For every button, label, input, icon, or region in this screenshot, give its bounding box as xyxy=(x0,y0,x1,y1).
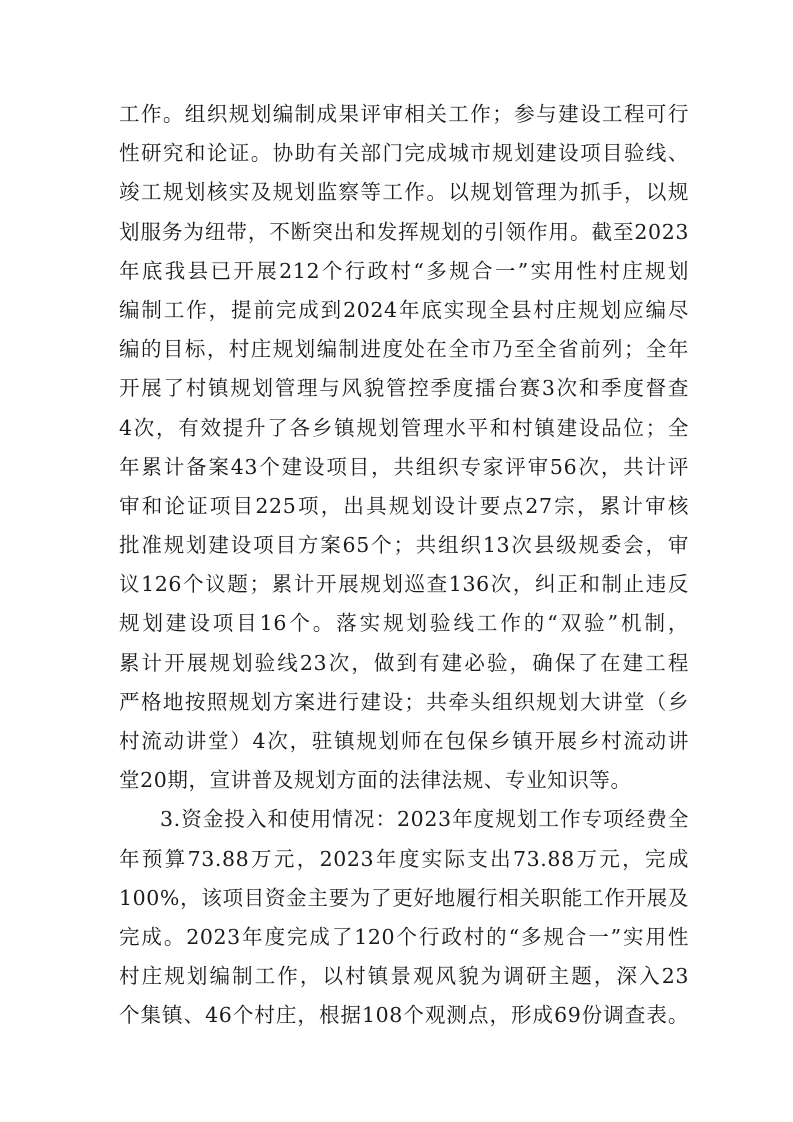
text-line: 年预算73.88万元，2023年度实际支出73.88万元，完成 xyxy=(119,846,689,871)
text-line: 4次，有效提升了各乡镇规划管理水平和村镇建设品位；全 xyxy=(119,415,689,440)
text-line: 审和论证项目225项，出具规划设计要点27宗，累计审核 xyxy=(119,493,689,518)
text-line: 年累计备案43个建设项目，共组织专家评审56次，共计评 xyxy=(119,454,689,479)
text-line: 开展了村镇规划管理与风貌管控季度擂台赛3次和季度督查 xyxy=(119,376,689,401)
text-line: 100%，该项目资金主要为了更好地履行相关职能工作开展及 xyxy=(119,885,689,910)
text-line: 编制工作，提前完成到2024年底实现全县村庄规划应编尽 xyxy=(119,297,689,322)
text-line: 堂20期，宣讲普及规划方面的法律法规、专业知识等。 xyxy=(119,768,632,793)
paragraph-work-summary xyxy=(119,95,689,800)
text-line: 工作。组织规划编制成果评审相关工作；参与建设工程可行 xyxy=(119,102,689,126)
text-line: 3.资金投入和使用情况：2023年度规划工作专项经费全 xyxy=(160,807,689,832)
text-line: 议126个议题；累计开展规划巡查136次，纠正和制止违反 xyxy=(119,572,689,597)
text-line: 划服务为纽带，不断突出和发挥规划的引领作用。截至2023 xyxy=(119,219,689,244)
text-line: 性研究和论证。协助有关部门完成城市规划建设项目验线、 xyxy=(119,141,689,166)
text-line: 批准规划建设项目方案65个；共组织13次县级规委会，审 xyxy=(119,533,689,558)
text-line: 规划建设项目16个。落实规划验线工作的“双验”机制， xyxy=(119,611,689,636)
text-line: 村流动讲堂）4次，驻镇规划师在包保乡镇开展乡村流动讲 xyxy=(119,729,689,753)
text-line: 累计开展规划验线23次，做到有建必验，确保了在建工程 xyxy=(119,650,689,675)
text-line: 严格地按照规划方案进行建设；共牵头组织规划大讲堂（乡 xyxy=(119,689,689,714)
text-line: 村庄规划编制工作，以村镇景观风貌为调研主题，深入23 xyxy=(119,964,689,989)
text-line: 完成。2023年度完成了120个行政村的“多规合一”实用性 xyxy=(119,924,689,949)
document-body xyxy=(119,95,689,1036)
text-line: 竣工规划核实及规划监察等工作。以规划管理为抓手，以规 xyxy=(119,180,689,205)
text-line: 个集镇、46个村庄，根据108个观测点，形成69份调查表。 xyxy=(119,1003,689,1028)
paragraph-funding xyxy=(119,800,689,1035)
text-line: 编的目标，村庄规划编制进度处在全市乃至全省前列；全年 xyxy=(119,337,689,362)
text-line: 年底我县已开展212个行政村“多规合一”实用性村庄规划 xyxy=(119,258,689,283)
